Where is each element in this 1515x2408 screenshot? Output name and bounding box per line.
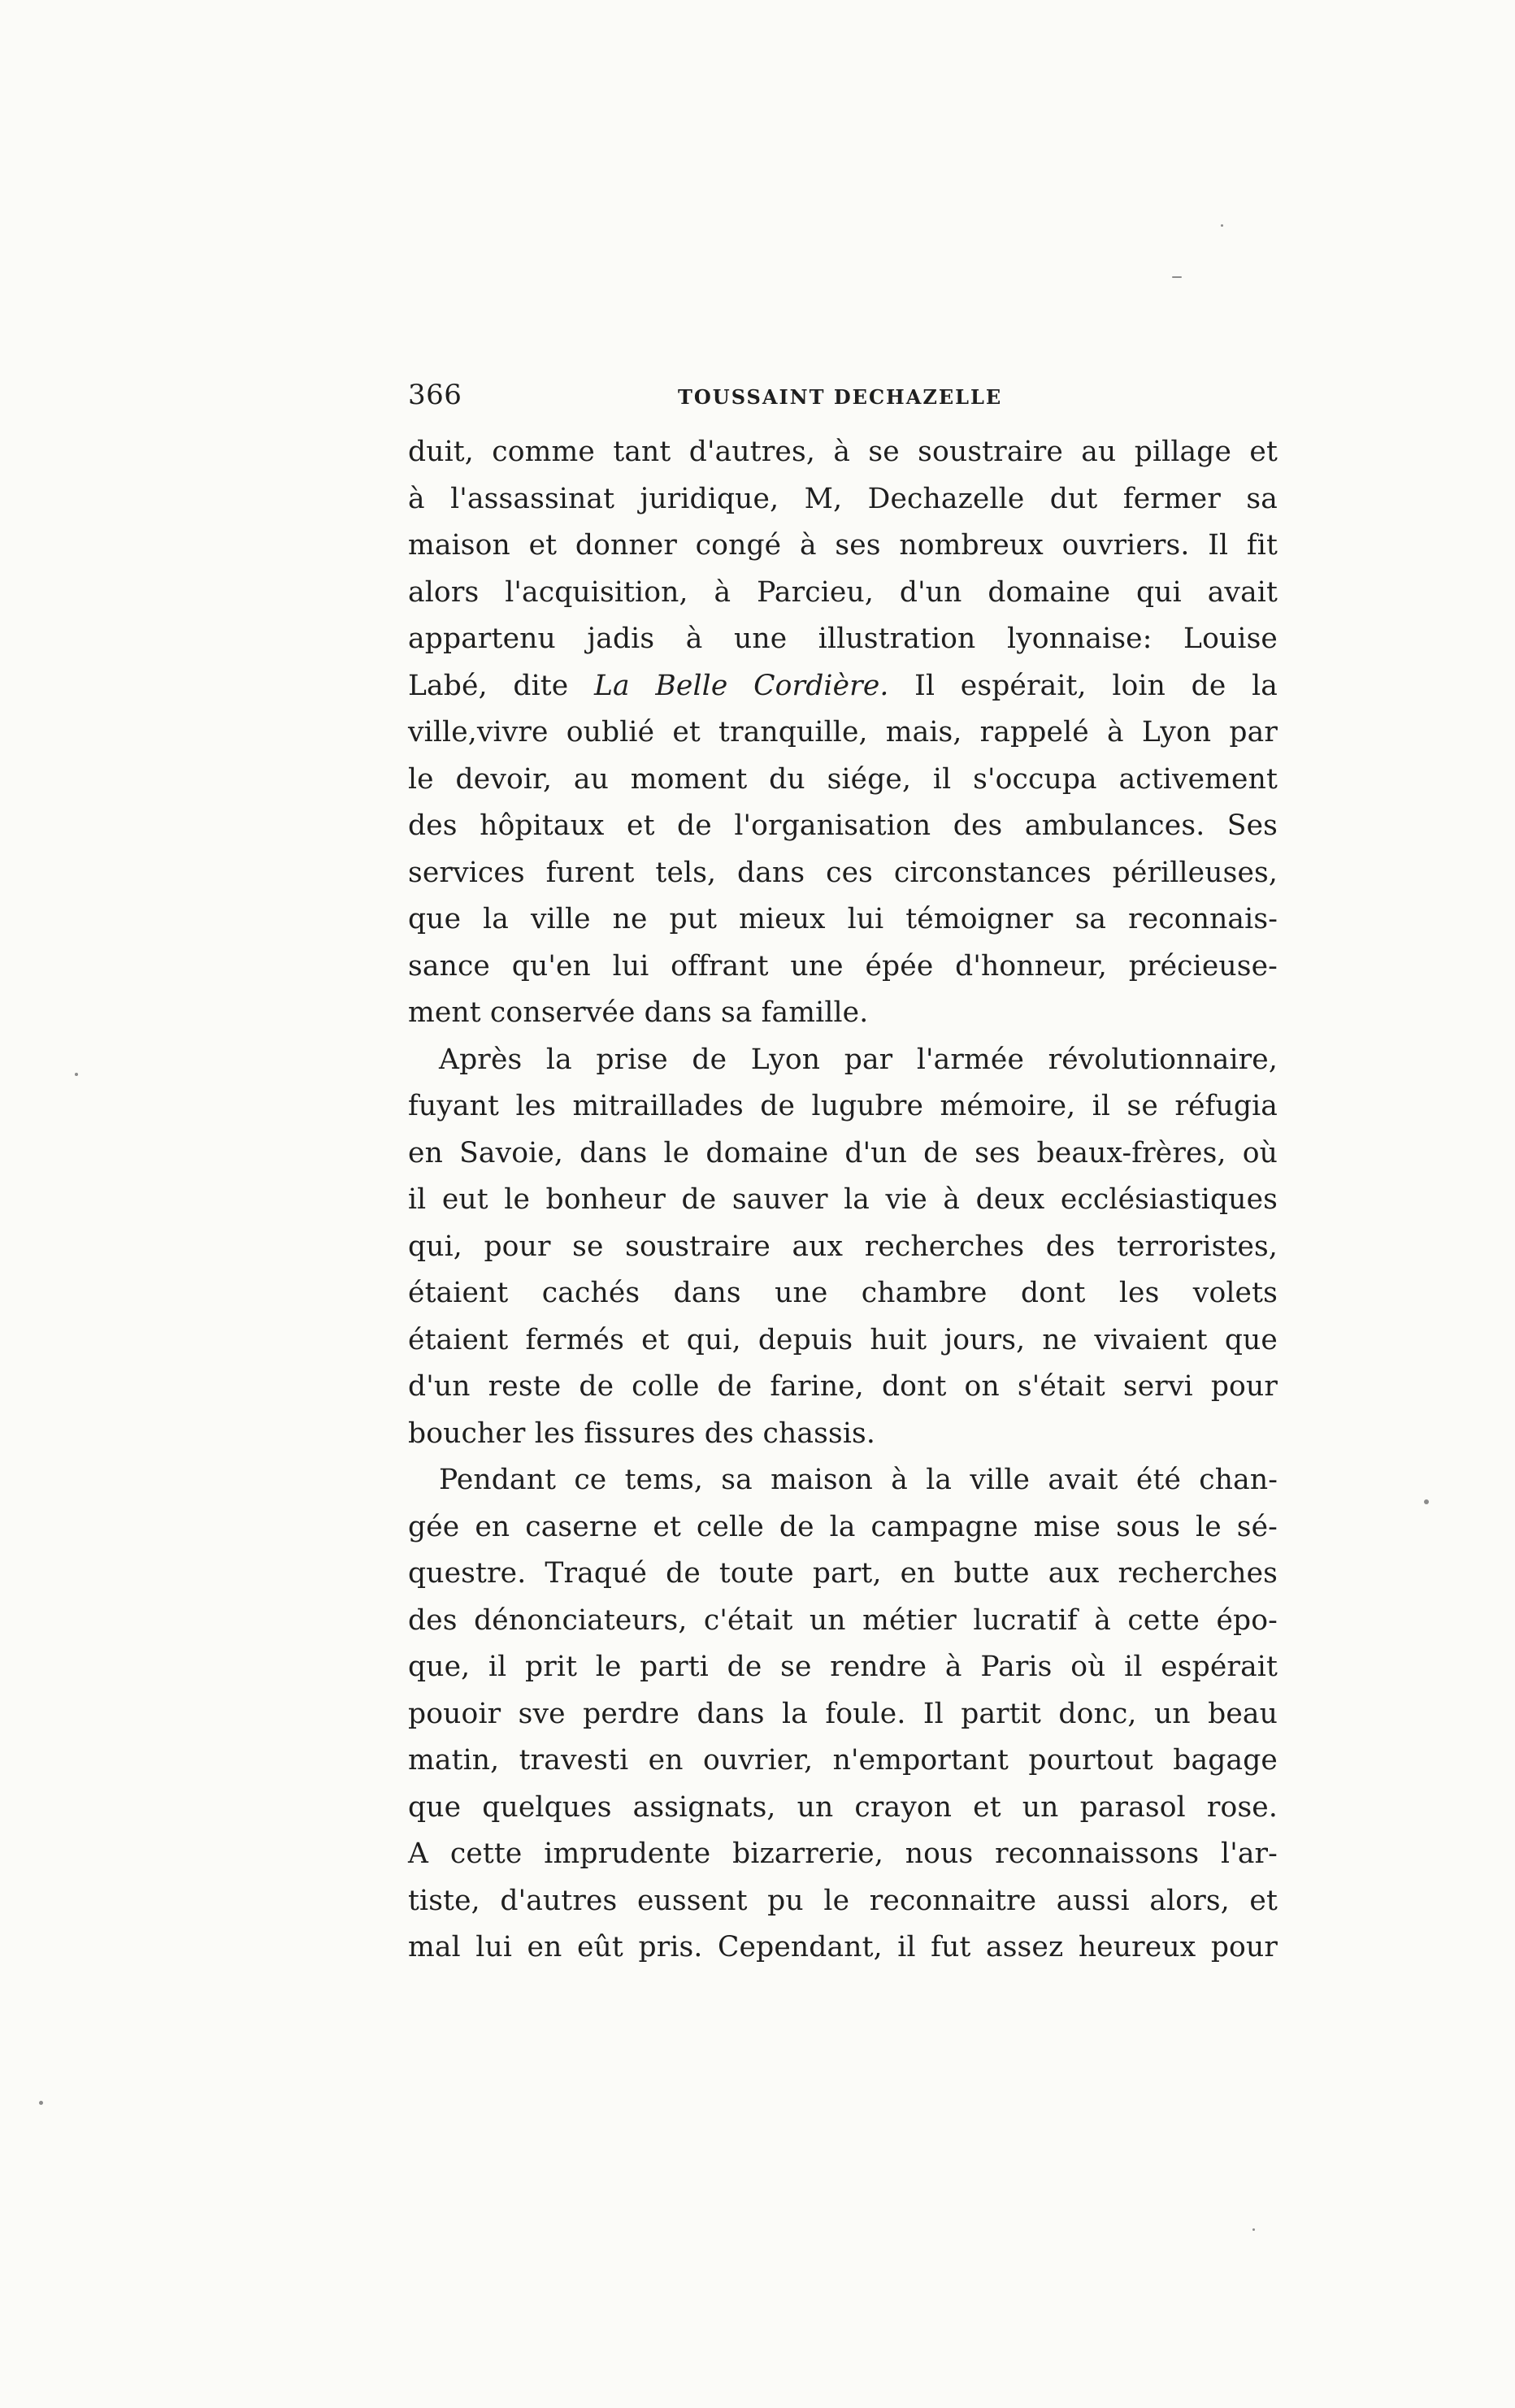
text-line: mal lui en eût pris. Cependant, il fut assez heureux pour [408, 1931, 1278, 1963]
text-line: A cette imprudente bizarrerie, nous reconnaissons l'ar- [408, 1837, 1278, 1870]
text-line: Pendant ce tems, sa maison à la ville avait été chan- [439, 1464, 1278, 1496]
italic-title: La Belle Cordière. [594, 669, 889, 702]
paper-speck [1252, 2228, 1255, 2231]
text-line: duit, comme tant d'autres, à se soustraire au pillage et [408, 436, 1278, 468]
text-line: matin, travesti en ouvrier, n'emportant pourtout bagage [408, 1744, 1278, 1777]
text-line: alors l'acquisition, à Parcieu, d'un domaine qui avait [408, 575, 1278, 609]
text-fragment: Labé, dite [408, 669, 594, 702]
paper-speck [39, 2101, 43, 2105]
text-line: questre. Traqué de toute part, en butte aux recherches [408, 1557, 1278, 1590]
text-line: qui, pour se soustraire aux recherches des terroristes, [408, 1230, 1278, 1263]
paper-speck [1221, 224, 1223, 227]
text-line: il eut le bonheur de sauver la vie à deux ecclésiastiques [408, 1183, 1278, 1216]
text-line [408, 663, 1278, 710]
text-line: sance qu'en lui offrant une épée d'honneur, précieuse- [408, 949, 1278, 983]
running-head: TOUSSAINT DECHAZELLE [678, 385, 1003, 409]
text-line: Après la prise de Lyon par l'armée révolutionnaire, [439, 1043, 1278, 1076]
text-line: des hôpitaux et de l'organisation des ambulances. Ses [408, 809, 1278, 842]
text-line: en Savoie, dans le domaine d'un de ses beaux-frères, où [408, 1136, 1278, 1169]
text-line: ville,vivre oublié et tranquille, mais, rappelé à Lyon par [408, 716, 1278, 748]
text-line: tiste, d'autres eussent pu le reconnaitre aussi alors, et [408, 1884, 1278, 1917]
text-line: boucher les fissures des chassis. [408, 1417, 875, 1450]
paper-speck [1424, 1499, 1429, 1504]
text-line: à l'assassinat juridique, M, Dechazelle dut fermer sa [408, 482, 1278, 515]
text-line: ment conservée dans sa famille. [408, 996, 869, 1029]
text-line: d'un reste de colle de farine, dont on s'était servi pour [408, 1370, 1278, 1403]
paper-speck [75, 1073, 78, 1076]
text-line: des dénonciateurs, c'était un métier lucratif à cette épo- [408, 1603, 1278, 1637]
text-line: pouoir sve perdre dans la foule. Il partit donc, un beau [408, 1697, 1278, 1730]
text-line: services furent tels, dans ces circonstances périlleuses, [408, 856, 1278, 889]
text-line: que la ville ne put mieux lui témoigner sa reconnais- [408, 903, 1278, 935]
text-line: que quelques assignats, un crayon et un parasol rose. [408, 1790, 1278, 1824]
page-number: 366 [408, 379, 462, 411]
text-line: appartenu jadis à une illustration lyonnaise: Louise [408, 623, 1278, 655]
text-line: le devoir, au moment du siége, il s'occupa activement [408, 762, 1278, 796]
body-text [408, 429, 1278, 1972]
text-line: gée en caserne et celle de la campagne mise sous le sé- [408, 1510, 1278, 1543]
text-line: étaient fermés et qui, depuis huit jours, ne vivaient que [408, 1323, 1278, 1356]
paper-speck [1172, 276, 1182, 278]
text-fragment: Il espérait, loin de la [888, 669, 1278, 702]
text-line: que, il prit le parti de se rendre à Paris où il espérait [408, 1651, 1278, 1683]
text-line: fuyant les mitraillades de lugubre mémoire, il se réfugia [408, 1090, 1278, 1122]
text-line: maison et donner congé à ses nombreux ouvriers. Il fit [408, 529, 1278, 562]
text-line: étaient cachés dans une chambre dont les volets [408, 1277, 1278, 1309]
page-header [408, 379, 1278, 419]
